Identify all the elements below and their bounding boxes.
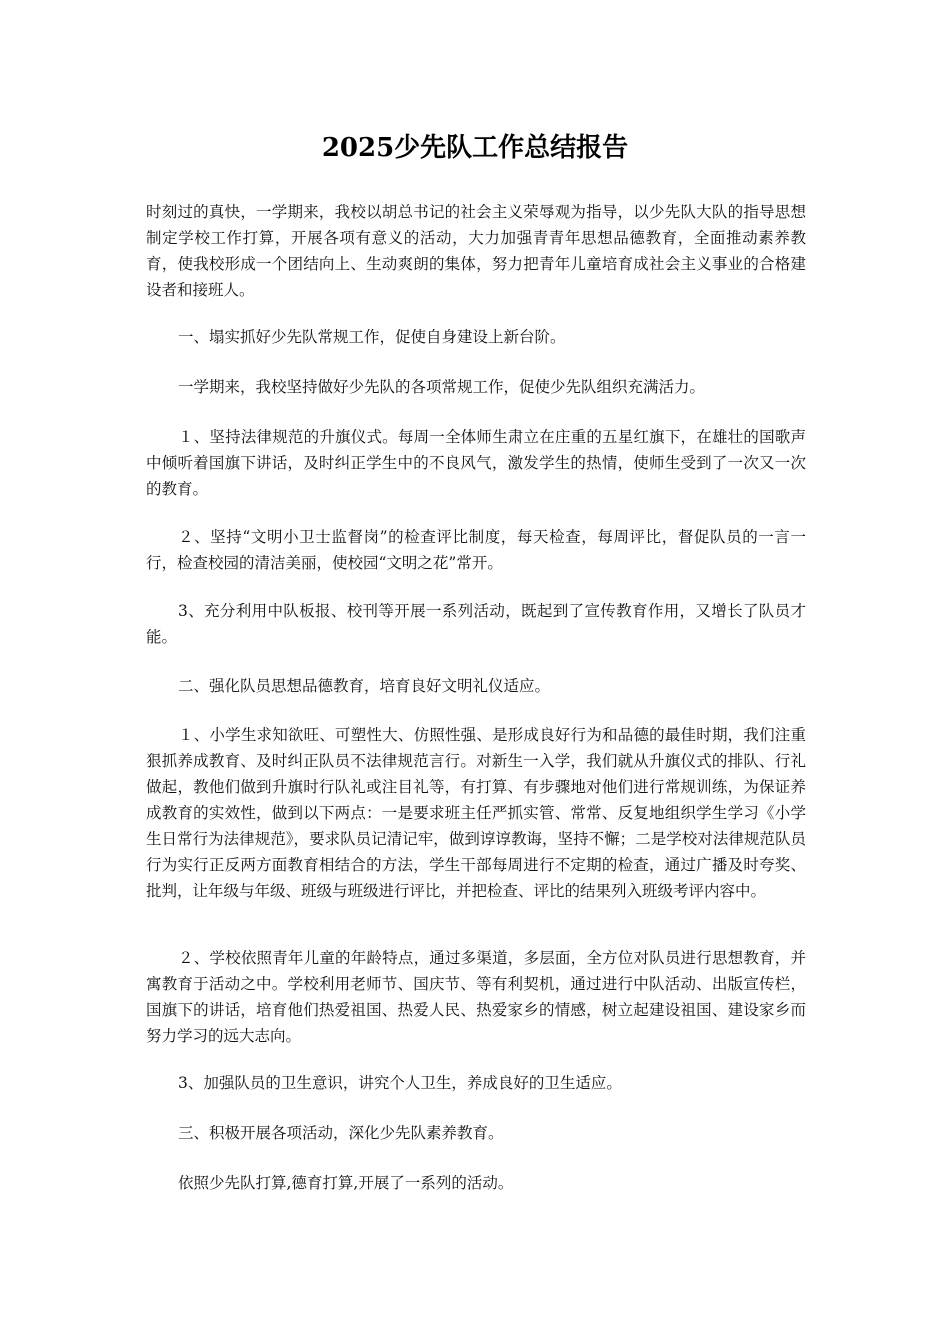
paragraph-text: 时刻过的真快，一学期来，我校以胡总书记的社会主义荣辱观为指导，以少先队大队的指导思想制定学校工作打算，开展各项有意义的活动，大力加强青青年思想品德教育，全面推动素养教育，使我校形成一个团结向上、生动爽朗的集体，努力把青年儿童培育成社会主义事业的合格建设者和接班人。 [146, 203, 806, 299]
section-heading-2 [146, 673, 806, 699]
paragraph-text: １、小学生求知欲旺、可塑性大、仿照性强、是形成良好行为和品德的最佳时期，我们注重狠抓养成教育、及时纠正队员不法律规范言行。对新生一入学，我们就从升旗仪式的排队、行礼做起，教他们做到升旗时行队礼或注目礼等，有打算、有步骤地对他们进行常规训练，为保证养成教育的实效性，做到以下两点：一是要求班主任严抓实管、常常、反复地组织学生学习《小学生日常行为法律规范》，要求队员记清记牢，做到谆谆教诲，坚持不懈；二是学校对法律规范队员行为实行正反两方面教育相结合的方法，学生干部每周进行不定期的检查，通过广播及时夸奖、批判，让年级与年级、班级与班级进行评比，并把检查、评比的结果列入班级考评内容中。 [146, 726, 806, 900]
list-item [146, 424, 806, 502]
section-heading-1 [146, 324, 806, 350]
paragraph-text: ２、学校依照青年儿童的年龄特点，通过多渠道，多层面，全方位对队员进行思想教育，并寓教育于活动之中。学校利用老师节、国庆节、等有利契机，通过进行中队活动、出版宣传栏，国旗下的讲话，培育他们热爱祖国、热爱人民、热爱家乡的情感，树立起建设祖国、建设家乡而努力学习的远大志向。 [146, 949, 806, 1045]
section-heading-3 [146, 1120, 806, 1146]
list-item [146, 945, 806, 1049]
section-heading-text: 三、积极开展各项活动，深化少先队素养教育。 [178, 1124, 504, 1142]
list-item [146, 722, 806, 904]
document-title: 2025少先队工作总结报告 [321, 133, 629, 163]
list-item [146, 524, 806, 576]
paragraph-text: １、坚持法律规范的升旗仪式。每周一全体师生肃立在庄重的五星红旗下，在雄壮的国歌声中倾听着国旗下讲话，及时纠正学生中的不良风气，激发学生的热情，使师生受到了一次又一次的教育。 [146, 428, 806, 498]
paragraph [146, 1170, 806, 1196]
paragraph-intro [146, 199, 806, 303]
section-heading-text: 一、塌实抓好少先队常规工作，促使自身建设上新台阶。 [178, 328, 566, 346]
paragraph-text: ２、坚持“文明小卫士监督岗”的检查评比制度，每天检查，每周评比，督促队员的一言一行，检查校园的清洁美丽，使校园“文明之花”常开。 [146, 528, 806, 572]
list-item [146, 1070, 806, 1096]
list-item [146, 598, 806, 650]
paragraph [146, 374, 806, 400]
paragraph-text: 一学期来，我校坚持做好少先队的各项常规工作，促使少先队组织充满活力。 [178, 378, 706, 396]
paragraph-text: 3、加强队员的卫生意识，讲究个人卫生，养成良好的卫生适应。 [178, 1074, 622, 1092]
paragraph-text: 依照少先队打算,德育打算,开展了一系列的活动。 [178, 1174, 514, 1192]
paragraph-text: 3、充分利用中队板报、校刊等开展一系列活动，既起到了宣传教育作用，又增长了队员才能。 [146, 602, 806, 646]
section-heading-text: 二、强化队员思想品德教育，培育良好文明礼仪适应。 [178, 677, 551, 695]
